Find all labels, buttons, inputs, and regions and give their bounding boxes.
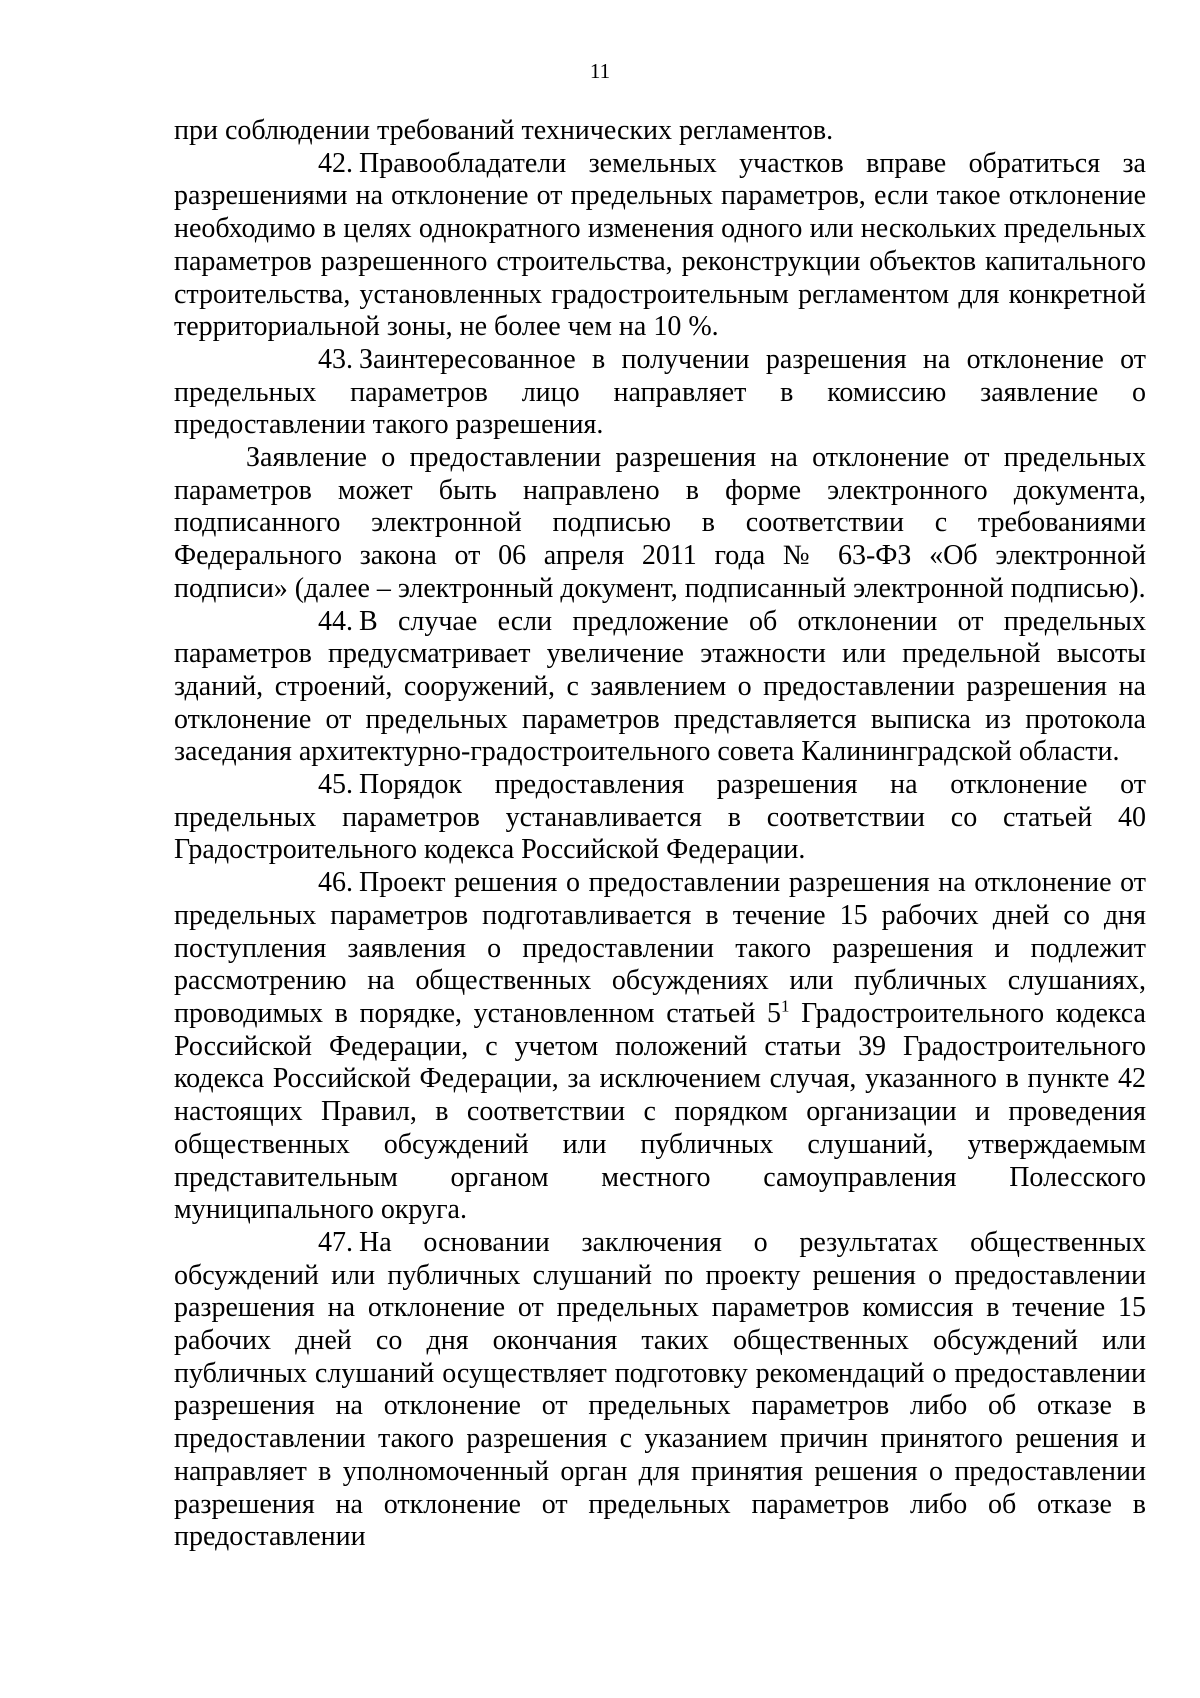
document-body — [174, 115, 1146, 1554]
page-number: 11 — [589, 59, 611, 83]
paragraph-number: 45. — [318, 769, 353, 801]
paragraph-43-electronic — [174, 442, 1146, 606]
paragraph-text: Заинтересованное в получении разрешения на отклонение от предельных параметров лицо направляет в комиссию заявление о предоставлении такого разрешения. — [174, 343, 1146, 441]
paragraph-text-part-2: Градостроительного кодекса Российской Федерации, с учетом положений статьи 39 Градостроительного кодекса Российской Федерации, за исключением случая, указанного в пункте 42 настоящих Правил, в соответствии с порядком организации и проведения общественных обсуждений или публичных слушаний, утверждаемым представительным органом местного самоуправления Полесского муниципального округа. — [174, 997, 1146, 1226]
paragraph-44 — [174, 606, 1146, 770]
paragraph-42 — [174, 148, 1146, 344]
paragraph-43 — [174, 344, 1146, 442]
paragraph-text: На основании заключения о результатах общественных обсуждений или публичных слушаний по проекту решения о предоставлении разрешения на отклонение от предельных параметров комиссия в течение 15 рабочих дней со дня окончания таких общественных обсуждений или публичных слушаний осуществляет подготовку рекомендаций о предоставлении разрешения на отклонение от предельных параметров либо об отказе в предоставлении такого разрешения с указанием причин принятого решения и направляет в уполномоченный орган для принятия решения о предоставлении разрешения на отклонение от предельных параметров либо об отказе в предоставлении — [174, 1226, 1146, 1553]
paragraph-number: 43. — [318, 343, 353, 375]
paragraph-text: Порядок предоставления разрешения на отклонение от предельных параметров устанавливается в соответствии со статьей 40 Градостроительного кодекса Российской Федерации. — [174, 769, 1146, 866]
paragraph-number: 46. — [318, 867, 353, 899]
paragraph-text: Правообладатели земельных участков вправе обратиться за разрешениями на отклонение от предельных параметров, если такое отклонение необходимо в целях однократного изменения одного или нескольких предельных параметров разрешенного строительства, реконструкции объектов капитального строительства, установленных градостроительным регламентом для конкретной территориальной зоны, не более чем на 10 %. — [174, 147, 1146, 343]
paragraph-text: при соблюдении требований технических регламентов. — [174, 115, 834, 146]
paragraph-46 — [174, 867, 1146, 1227]
paragraph-text: В случае если предложение об отклонении от предельных параметров предусматривает увеличение этажности или предельной высоты зданий, строений, сооружений, с заявлением о предоставлении разрешения на отклонение от предельных параметров представляется выписка из протокола заседания архитектурно-градостроительного совета Калининградской области. — [174, 605, 1146, 768]
paragraph-number: 42. — [318, 147, 353, 179]
paragraph-continuation — [174, 115, 1146, 148]
paragraph-text: Заявление о предоставлении разрешения на отклонение от предельных параметров может быть направлено в форме электронного документа, подписанного электронной подписью в соответствии с требованиями Федерального закона от 06 апреля 2011 года № 63-ФЗ «Об электронной подписи» (далее – электронный документ, подписанный электронной подписью). — [174, 442, 1146, 604]
paragraph-number: 44. — [318, 605, 353, 637]
paragraph-45 — [174, 769, 1146, 867]
superscript-article-index: 1 — [781, 996, 790, 1016]
paragraph-number: 47. — [318, 1226, 353, 1258]
paragraph-text-part-1: Проект решения о предоставлении разрешения на отклонение от предельных параметров подготавливается в течение 15 рабочих дней со дня поступления заявления о предоставлении такого разрешения и подлежит рассмотрению на общественных обсуждениях или публичных слушаниях, проводимых в порядке, установленном статьей 5 — [174, 867, 1146, 1029]
paragraph-47 — [174, 1227, 1146, 1554]
